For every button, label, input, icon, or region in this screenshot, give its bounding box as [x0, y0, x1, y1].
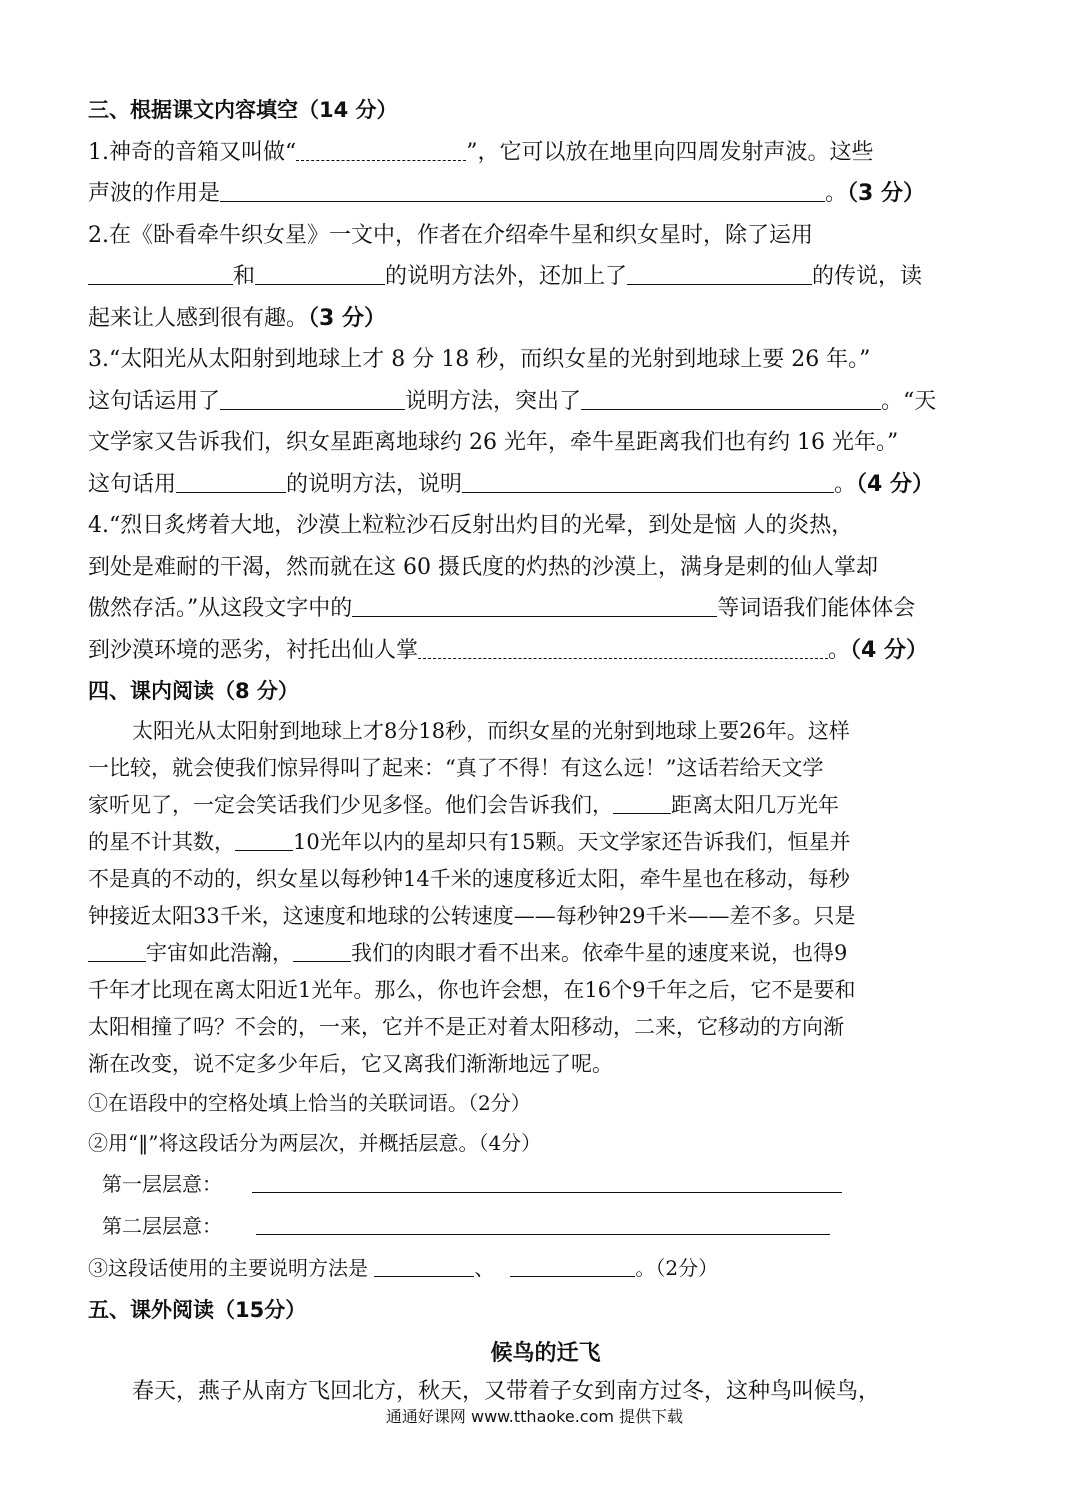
q2-blank2[interactable]	[255, 262, 385, 285]
q3-score: （4 分）	[856, 471, 935, 497]
q2-line3	[88, 298, 983, 340]
reading-question2: ②用“‖”将这段话分为两层次，并概括层意。（4分）	[88, 1130, 542, 1155]
section4-heading: 四、课内阅读（8 分）	[88, 679, 299, 703]
q2-text-e: 起来让人感到很有趣。	[88, 305, 309, 331]
footer-credit: 通通好课网 www.tthaoke.com 提供下载	[385, 1407, 684, 1426]
q3r-text-b: 、	[474, 1255, 495, 1280]
layer1-blank[interactable]	[252, 1170, 842, 1193]
q4-score: （4 分）	[850, 637, 928, 663]
q2-text-b: 和	[233, 264, 256, 289]
reading-line5: 不是真的不动的，织女星以每秒钟14千米的速度移近太阳，牵牛星也在移动，每秒	[88, 866, 850, 891]
reading-line8: 千年才比现在离太阳近1光年。那么，你也许会想，在16个9千年之后，它不是要和	[88, 977, 856, 1002]
q1-text-a: 1.神奇的音箱又叫做“	[88, 139, 297, 165]
q3r-text-c: 。（2分）	[635, 1255, 719, 1280]
reading-blank1[interactable]	[613, 791, 671, 814]
q3-blank3[interactable]	[176, 470, 286, 493]
reading-line7	[88, 935, 983, 972]
layer2-line	[88, 1205, 983, 1247]
q4-line1: 4.“烈日炙烤着大地，沙漠上粒粒沙石反射出灼目的光晕，到处是恼 人的炎热，	[88, 513, 854, 538]
article-line1: 春天，燕子从南方飞回北方，秋天，又带着子女到南方过冬，这种鸟叫候鸟，	[132, 1378, 881, 1404]
reading-blank3[interactable]	[88, 939, 146, 962]
q1-text-b: ”，它可以放在地里向四周发射声波。这些	[466, 139, 874, 165]
reading-text-4b: 10光年以内的星却只有15颗。天文学家还告诉我们，恒星并	[293, 829, 851, 854]
reading-question3	[88, 1247, 983, 1289]
q2-score: （3 分）	[308, 305, 386, 331]
reading-line4	[88, 824, 983, 861]
q2-blank3[interactable]	[627, 262, 812, 285]
layer2-label: 第二层层意：	[102, 1213, 222, 1238]
q4-line4	[88, 630, 983, 672]
q4-text-c: 傲然存活。”从这段文字中的	[88, 596, 353, 621]
q1-blank1[interactable]	[296, 138, 466, 161]
reading-line1: 太阳光从太阳射到地球上才8分18秒，而织女星的光射到地球上要26年。这样	[132, 718, 850, 743]
q3-blank1[interactable]	[220, 387, 405, 410]
q3r-blank1[interactable]	[374, 1254, 474, 1277]
reading-question1: ①在语段中的空格处填上恰当的关联词语。（2分）	[88, 1090, 531, 1115]
q4-line3	[88, 588, 983, 630]
reading-text-7a: 宇宙如此浩瀚，	[146, 940, 293, 965]
article-title: 候鸟的迁飞	[490, 1339, 601, 1366]
q1-text-d: 。	[825, 181, 848, 206]
section3-heading: 三、根据课文内容填空（14 分）	[88, 98, 398, 122]
reading-line6: 钟接近太阳33千米，这速度和地球的公转速度——每秒钟29千米——差不多。只是	[88, 903, 856, 928]
reading-text-7b: 我们的肉眼才看不出来。依牵牛星的速度来说，也得9	[351, 940, 848, 965]
q3-blank4[interactable]	[462, 470, 834, 493]
q2-line2	[88, 256, 983, 298]
reading-line3	[88, 787, 983, 824]
q3r-text-a: ③这段话使用的主要说明方法是	[88, 1255, 375, 1280]
layer1-label: 第一层层意：	[102, 1171, 222, 1196]
q2-line1: 2.在《卧看牵牛织女星》一文中，作者在介绍牵牛星和织女星时，除了运用	[88, 222, 813, 248]
q4-line2: 到处是难耐的干渴，然而就在这 60 摄氏度的灼热的沙漠上，满身是刺的仙人掌却	[88, 554, 878, 580]
q2-text-c: 的说明方法外，还加上了	[385, 264, 628, 289]
q1-line2	[88, 173, 983, 215]
q3-text-h: 。	[834, 471, 857, 497]
q3r-blank2[interactable]	[510, 1254, 635, 1277]
reading-blank2[interactable]	[235, 828, 293, 851]
q4-blank1[interactable]	[352, 594, 717, 617]
q3-line1: 3.“太阳光从太阳射到地球上才 8 分 18 秒，而织女星的光射到地球上要 26 年。”	[88, 347, 871, 372]
reading-line2: 一比较，就会使我们惊异得叫了起来：“真了不得！有这么远！”这话若给天文学	[88, 755, 824, 780]
reading-text-4a: 的星不计其数，	[88, 829, 235, 854]
q3-line4	[88, 464, 983, 506]
q2-blank1[interactable]	[88, 262, 233, 285]
reading-line10: 渐在改变，说不定多少年后，它又离我们渐渐地远了呢。	[88, 1051, 613, 1076]
q3-line3: 文学家又告诉我们，织女星距离地球约 26 光年，牵牛星距离我们也有约 16 光年。”	[88, 430, 899, 455]
q1-score: （3 分）	[847, 181, 925, 206]
q3-line2	[88, 381, 983, 423]
reading-text-3a: 家听见了，一定会笑话我们少见多怪。他们会告诉我们，	[88, 792, 613, 817]
q1-line1	[88, 132, 983, 174]
q4-text-d: 等词语我们能体体会	[717, 596, 916, 621]
q3-text-g: 的说明方法，说明	[286, 471, 463, 497]
reading-blank4[interactable]	[293, 939, 351, 962]
reading-line9: 太阳相撞了吗？不会的，一来，它并不是正对着太阳移动，二来，它移动的方向渐	[88, 1014, 844, 1039]
q4-blank2[interactable]	[418, 636, 828, 659]
q1-blank2[interactable]	[220, 179, 825, 202]
layer1-line	[88, 1163, 983, 1205]
q3-text-b: 这句话运用了	[88, 388, 221, 414]
q2-text-d: 的传说，读	[812, 264, 923, 289]
q4-text-f: 。	[828, 637, 851, 663]
section5-heading: 五、课外阅读（15分）	[88, 1297, 307, 1322]
q3-text-d: 。“天	[881, 388, 937, 414]
layer2-blank[interactable]	[256, 1212, 830, 1235]
q4-text-e: 到沙漠环境的恶劣，衬托出仙人掌	[88, 637, 419, 663]
q3-text-f: 这句话用	[88, 471, 177, 497]
q3-text-c: 说明方法，突出了	[405, 388, 582, 414]
reading-text-3b: 距离太阳几万光年	[671, 792, 839, 817]
q1-text-c: 声波的作用是	[88, 181, 221, 206]
worksheet-page	[88, 90, 983, 1409]
q3-blank2[interactable]	[581, 387, 881, 410]
